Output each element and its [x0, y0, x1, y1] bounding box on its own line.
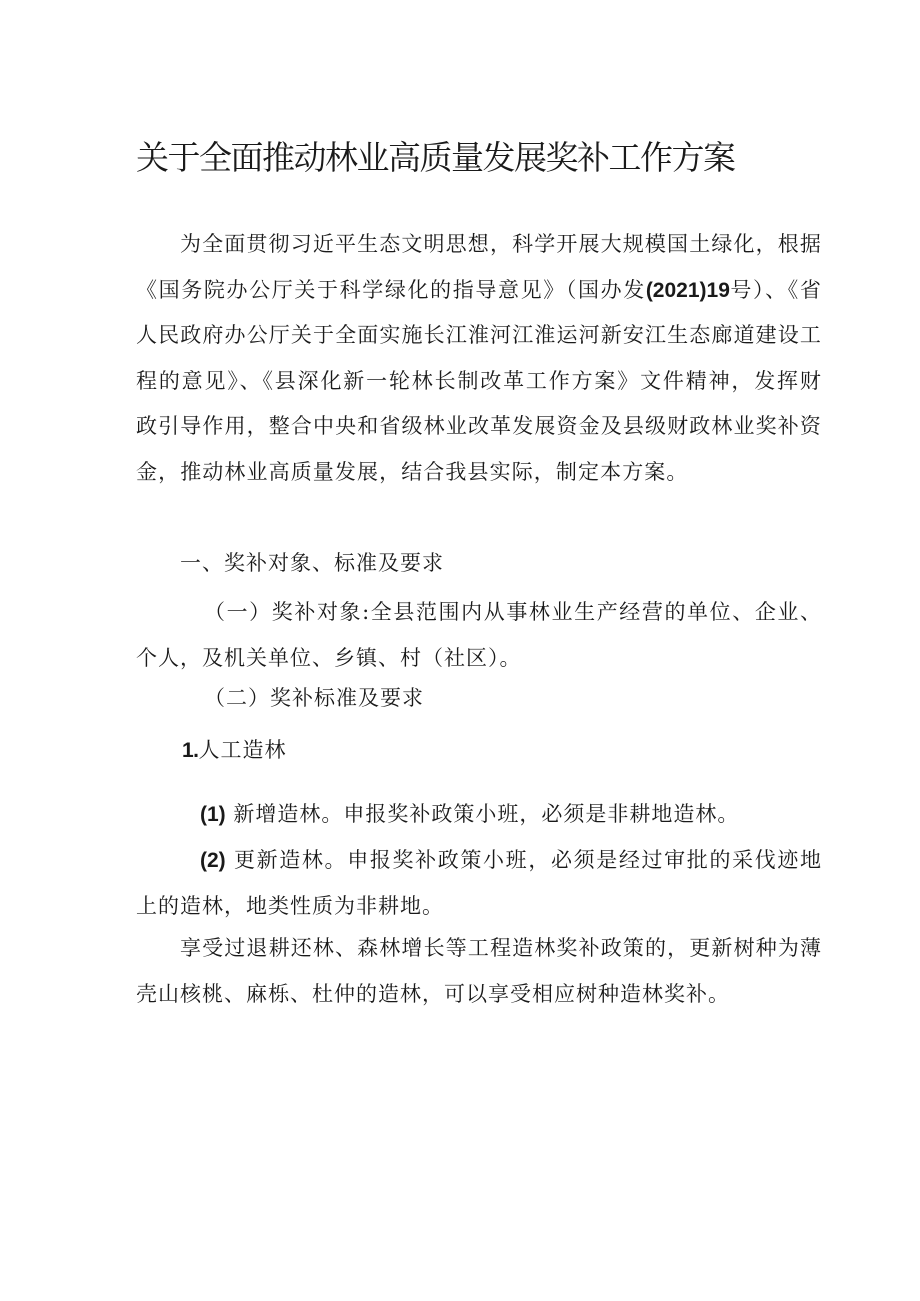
item-renewal-afforestation [136, 838, 822, 929]
item-heading-artificial-afforestation [182, 730, 287, 771]
intro-paragraph [136, 222, 822, 495]
item-new-afforestation [200, 794, 739, 835]
note-paragraph: 享受过退耕还林、森林增长等工程造林奖补政策的，更新树种为薄壳山核桃、麻栎、杜仲的造林，可以享受相应树种造林奖补。 [136, 936, 822, 1006]
section-heading-1: 一、奖补对象、标准及要求 [180, 551, 444, 575]
item-marker-2: (2) [200, 849, 226, 872]
item-heading-text: 人工造林 [198, 738, 287, 762]
intro-text-part1: 为全面贯彻习近平生态文明思想，科学开展大规模国土绿化，根据《国务院办公厅关于科学绿化的指导意见》（国办发 [136, 232, 822, 302]
item-heading-number: 1. [182, 739, 199, 762]
subsection-heading-standards: （二）奖补标准及要求 [204, 686, 424, 710]
intro-text-part2: 号）、《省人民政府办公厅关于全面实施长江淮河江淮运河新安江生态廊道建设工程的意见》、《县深化新一轮林长制改革工作方案》文件精神，发挥财政引导作用，整合中央和省级林业改革发展资金及县级财政林业奖补资金，推动林业高质量发展，结合我县实际，制定本方案。 [136, 277, 822, 484]
item-marker-1: (1) [200, 803, 226, 826]
item-text-2: 更新造林。申报奖补政策小班，必须是经过审批的采伐迹地上的造林，地类性质为非耕地。 [136, 848, 822, 918]
item-text-1: 新增造林。申报奖补政策小班，必须是非耕地造林。 [233, 802, 740, 826]
subsection-award-targets: （一）奖补对象:全县范围内从事林业生产经营的单位、企业、个人，及机关单位、乡镇、村（社区）。 [136, 600, 822, 670]
document-number: (2021)19 [645, 278, 730, 302]
document-title: 关于全面推动林业高质量发展奖补工作方案 [136, 138, 735, 177]
